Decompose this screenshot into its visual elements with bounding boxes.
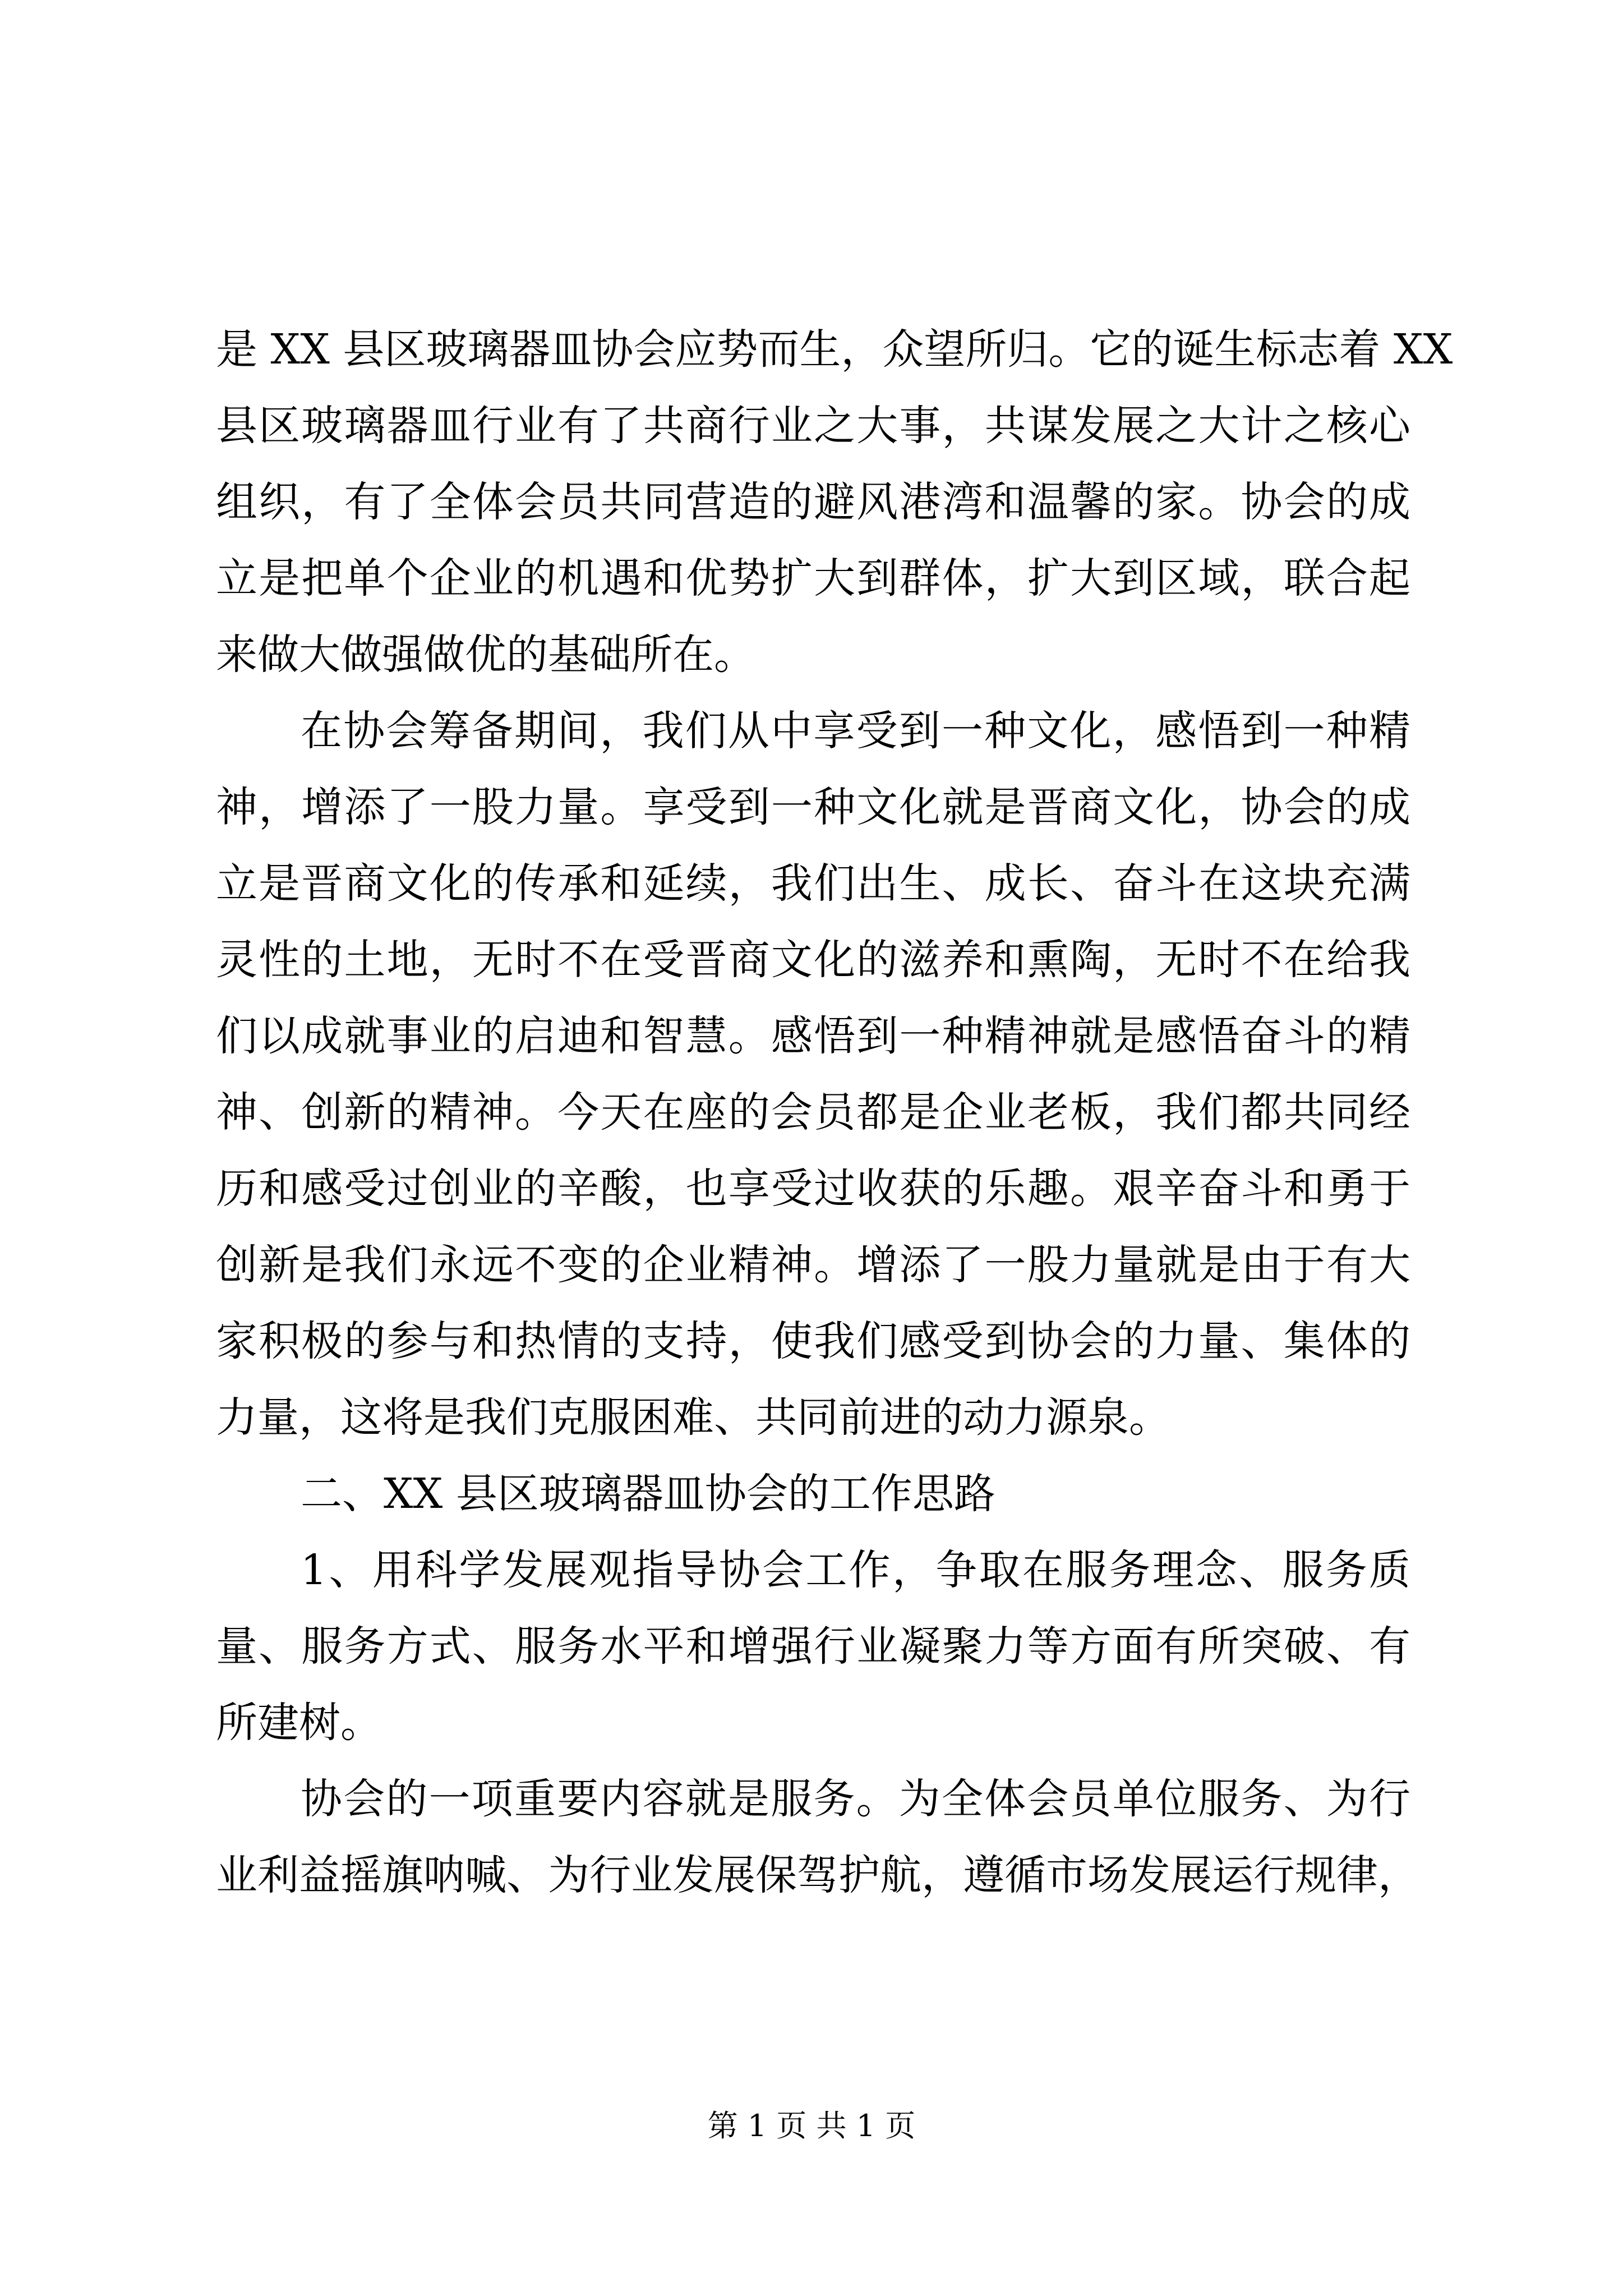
text-line: 们以成就事业的启迪和智慧。感悟到一种精神就是感悟奋斗的精 bbox=[216, 1012, 1410, 1060]
text-line: 协会的一项重要内容就是服务。为全体会员单位服务、为行 bbox=[301, 1775, 1410, 1823]
page-footer: 第 1 页 共 1 页 bbox=[707, 2108, 916, 2143]
text-line: 灵性的土地，无时不在受晋商文化的滋养和熏陶，无时不在给我 bbox=[216, 936, 1410, 984]
text-line: 力量，这将是我们克服困难、共同前进的动力源泉。 bbox=[216, 1393, 1170, 1442]
text-line: 来做大做强做优的基础所在。 bbox=[216, 631, 755, 679]
text-line: 神，增添了一股力量。享受到一种文化就是晋商文化，协会的成 bbox=[216, 783, 1410, 831]
text-line: 神、创新的精神。今天在座的会员都是企业老板，我们都共同经 bbox=[216, 1088, 1410, 1137]
text-line: 量、服务方式、服务水平和增强行业凝聚力等方面有所突破、有 bbox=[216, 1622, 1410, 1671]
text-line: 1、用科学发展观指导协会工作，争取在服务理念、服务质 bbox=[301, 1546, 1410, 1594]
text-line: 组织，有了全体会员共同营造的避风港湾和温馨的家。协会的成 bbox=[216, 478, 1410, 526]
text-line: 家积极的参与和热情的支持，使我们感受到协会的力量、集体的 bbox=[216, 1317, 1410, 1365]
text-line: 历和感受过创业的辛酸，也享受过收获的乐趣。艰辛奋斗和勇于 bbox=[216, 1165, 1410, 1213]
text-line: 创新是我们永远不变的企业精神。增添了一股力量就是由于有大 bbox=[216, 1241, 1410, 1289]
text-line: 是 XX 县区玻璃器皿协会应势而生，众望所归。它的诞生标志着 XX bbox=[216, 325, 1453, 374]
text-line: 县区玻璃器皿行业有了共商行业之大事，共谋发展之大计之核心 bbox=[216, 402, 1410, 450]
text-line: 所建树。 bbox=[216, 1699, 382, 1747]
text-line: 立是晋商文化的传承和延续，我们出生、成长、奋斗在这块充满 bbox=[216, 859, 1410, 908]
section-heading: 二、XX 县区玻璃器皿协会的工作思路 bbox=[301, 1470, 995, 1518]
text-line: 业利益摇旗呐喊、为行业发展保驾护航，遵循市场发展运行规律， bbox=[216, 1851, 1419, 1899]
text-line: 立是把单个企业的机遇和优势扩大到群体，扩大到区域，联合起 bbox=[216, 554, 1410, 602]
text-line: 在协会筹备期间，我们从中享受到一种文化，感悟到一种精 bbox=[301, 707, 1410, 755]
